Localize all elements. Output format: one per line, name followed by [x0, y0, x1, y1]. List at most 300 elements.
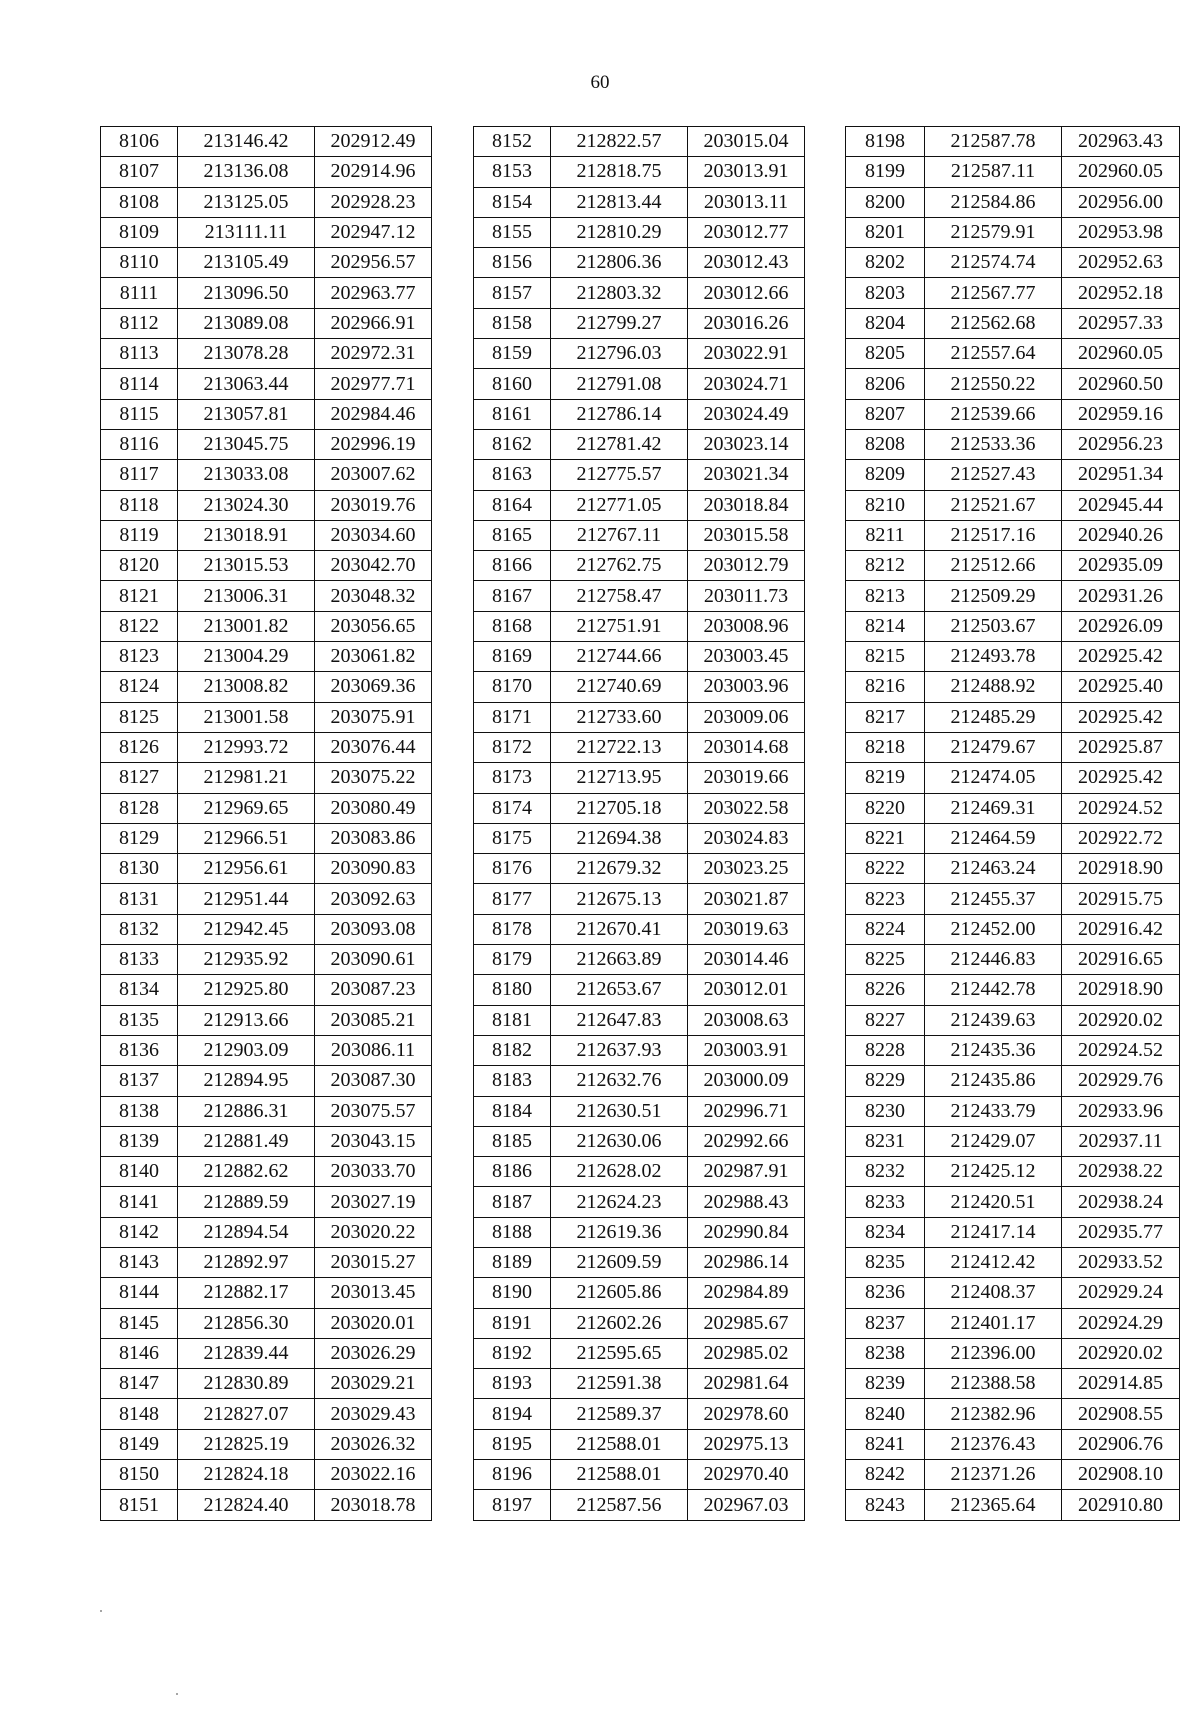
y-coordinate-cell: 202975.13 — [688, 1429, 805, 1459]
table-row — [474, 1187, 805, 1217]
x-coordinate-cell: 212588.01 — [551, 1460, 688, 1490]
y-coordinate-cell: 203021.34 — [688, 460, 805, 490]
point-number-cell: 8213 — [846, 581, 925, 611]
table-row — [474, 490, 805, 520]
y-coordinate-cell: 203008.63 — [688, 1005, 805, 1035]
x-coordinate-cell: 212762.75 — [551, 551, 688, 581]
point-number-cell: 8221 — [846, 823, 925, 853]
point-number-cell: 8229 — [846, 1066, 925, 1096]
x-coordinate-cell: 212365.64 — [925, 1490, 1062, 1520]
y-coordinate-cell: 202938.22 — [1062, 1157, 1180, 1187]
point-number-cell: 8199 — [846, 157, 925, 187]
point-number-cell: 8155 — [474, 217, 551, 247]
x-coordinate-cell: 212485.29 — [925, 702, 1062, 732]
table-row — [101, 1399, 432, 1429]
point-number-cell: 8125 — [101, 702, 178, 732]
point-number-cell: 8192 — [474, 1338, 551, 1368]
y-coordinate-cell: 202957.33 — [1062, 308, 1180, 338]
y-coordinate-cell: 202972.31 — [315, 339, 432, 369]
x-coordinate-cell: 212925.80 — [178, 975, 315, 1005]
x-coordinate-cell: 212889.59 — [178, 1187, 315, 1217]
point-number-cell: 8223 — [846, 884, 925, 914]
x-coordinate-cell: 213089.08 — [178, 308, 315, 338]
table-row — [474, 884, 805, 914]
x-coordinate-cell: 212882.17 — [178, 1278, 315, 1308]
y-coordinate-cell: 202924.52 — [1062, 793, 1180, 823]
x-coordinate-cell: 212579.91 — [925, 217, 1062, 247]
x-coordinate-cell: 212376.43 — [925, 1429, 1062, 1459]
point-number-cell: 8120 — [101, 551, 178, 581]
x-coordinate-cell: 212396.00 — [925, 1338, 1062, 1368]
point-number-cell: 8122 — [101, 611, 178, 641]
y-coordinate-cell: 203076.44 — [315, 732, 432, 762]
table-row — [101, 793, 432, 823]
x-coordinate-cell: 212550.22 — [925, 369, 1062, 399]
table-row — [474, 1460, 805, 1490]
point-number-cell: 8210 — [846, 490, 925, 520]
point-number-cell: 8108 — [101, 187, 178, 217]
x-coordinate-cell: 212382.96 — [925, 1399, 1062, 1429]
table-row — [474, 187, 805, 217]
point-number-cell: 8172 — [474, 732, 551, 762]
x-coordinate-cell: 212744.66 — [551, 642, 688, 672]
table-row — [101, 369, 432, 399]
x-coordinate-cell: 213063.44 — [178, 369, 315, 399]
y-coordinate-cell: 202933.52 — [1062, 1247, 1180, 1277]
point-number-cell: 8205 — [846, 339, 925, 369]
point-number-cell: 8239 — [846, 1369, 925, 1399]
x-coordinate-cell: 212417.14 — [925, 1217, 1062, 1247]
y-coordinate-cell: 202945.44 — [1062, 490, 1180, 520]
table-row — [846, 914, 1180, 944]
point-number-cell: 8217 — [846, 702, 925, 732]
point-number-cell: 8169 — [474, 642, 551, 672]
point-number-cell: 8171 — [474, 702, 551, 732]
table-row — [474, 1338, 805, 1368]
point-number-cell: 8225 — [846, 945, 925, 975]
y-coordinate-cell: 203019.76 — [315, 490, 432, 520]
point-number-cell: 8183 — [474, 1066, 551, 1096]
point-number-cell: 8111 — [101, 278, 178, 308]
x-coordinate-cell: 213146.42 — [178, 127, 315, 157]
y-coordinate-cell: 203086.11 — [315, 1035, 432, 1065]
table-row — [474, 217, 805, 247]
scan-speck — [100, 1610, 102, 1612]
x-coordinate-cell: 212799.27 — [551, 308, 688, 338]
table-row — [474, 127, 805, 157]
y-coordinate-cell: 202929.24 — [1062, 1278, 1180, 1308]
table-row — [101, 763, 432, 793]
x-coordinate-cell: 212408.37 — [925, 1278, 1062, 1308]
x-coordinate-cell: 212894.54 — [178, 1217, 315, 1247]
point-number-cell: 8144 — [101, 1278, 178, 1308]
x-coordinate-cell: 213008.82 — [178, 672, 315, 702]
point-number-cell: 8177 — [474, 884, 551, 914]
y-coordinate-cell: 203090.61 — [315, 945, 432, 975]
point-number-cell: 8189 — [474, 1247, 551, 1277]
table-row — [474, 278, 805, 308]
x-coordinate-cell: 213136.08 — [178, 157, 315, 187]
x-coordinate-cell: 212882.62 — [178, 1157, 315, 1187]
point-number-cell: 8190 — [474, 1278, 551, 1308]
x-coordinate-cell: 212839.44 — [178, 1338, 315, 1368]
y-coordinate-cell: 203056.65 — [315, 611, 432, 641]
y-coordinate-cell: 202925.87 — [1062, 732, 1180, 762]
x-coordinate-cell: 212966.51 — [178, 823, 315, 853]
point-number-cell: 8146 — [101, 1338, 178, 1368]
y-coordinate-cell: 203018.78 — [315, 1490, 432, 1520]
point-number-cell: 8176 — [474, 854, 551, 884]
x-coordinate-cell: 212993.72 — [178, 732, 315, 762]
table-row — [474, 308, 805, 338]
table-row — [846, 642, 1180, 672]
point-number-cell: 8168 — [474, 611, 551, 641]
y-coordinate-cell: 203080.49 — [315, 793, 432, 823]
table-row — [101, 399, 432, 429]
y-coordinate-cell: 202963.43 — [1062, 127, 1180, 157]
y-coordinate-cell: 203003.96 — [688, 672, 805, 702]
point-number-cell: 8160 — [474, 369, 551, 399]
table-row — [101, 1490, 432, 1520]
point-number-cell: 8204 — [846, 308, 925, 338]
y-coordinate-cell: 202953.98 — [1062, 217, 1180, 247]
y-coordinate-cell: 202956.23 — [1062, 429, 1180, 459]
y-coordinate-cell: 202929.76 — [1062, 1066, 1180, 1096]
table-row — [101, 1278, 432, 1308]
table-row — [846, 1429, 1180, 1459]
x-coordinate-cell: 212813.44 — [551, 187, 688, 217]
x-coordinate-cell: 212463.24 — [925, 854, 1062, 884]
x-coordinate-cell: 212512.66 — [925, 551, 1062, 581]
x-coordinate-cell: 212557.64 — [925, 339, 1062, 369]
y-coordinate-cell: 203075.22 — [315, 763, 432, 793]
x-coordinate-cell: 212856.30 — [178, 1308, 315, 1338]
point-number-cell: 8118 — [101, 490, 178, 520]
x-coordinate-cell: 213078.28 — [178, 339, 315, 369]
table-row — [474, 1369, 805, 1399]
table-row — [101, 1338, 432, 1368]
x-coordinate-cell: 212713.95 — [551, 763, 688, 793]
table-row — [101, 884, 432, 914]
point-number-cell: 8117 — [101, 460, 178, 490]
y-coordinate-cell: 203003.91 — [688, 1035, 805, 1065]
point-number-cell: 8129 — [101, 823, 178, 853]
x-coordinate-cell: 212539.66 — [925, 399, 1062, 429]
x-coordinate-cell: 212533.36 — [925, 429, 1062, 459]
y-coordinate-cell: 202908.10 — [1062, 1460, 1180, 1490]
table-row — [846, 1399, 1180, 1429]
y-coordinate-cell: 202925.42 — [1062, 763, 1180, 793]
x-coordinate-cell: 212420.51 — [925, 1187, 1062, 1217]
y-coordinate-cell: 203008.96 — [688, 611, 805, 641]
table-row — [474, 732, 805, 762]
table-row — [846, 823, 1180, 853]
table-row — [101, 1217, 432, 1247]
y-coordinate-cell: 203013.45 — [315, 1278, 432, 1308]
x-coordinate-cell: 212653.67 — [551, 975, 688, 1005]
point-number-cell: 8175 — [474, 823, 551, 853]
x-coordinate-cell: 212412.42 — [925, 1247, 1062, 1277]
y-coordinate-cell: 202960.50 — [1062, 369, 1180, 399]
y-coordinate-cell: 203012.79 — [688, 551, 805, 581]
x-coordinate-cell: 212588.01 — [551, 1429, 688, 1459]
x-coordinate-cell: 212388.58 — [925, 1369, 1062, 1399]
point-number-cell: 8226 — [846, 975, 925, 1005]
y-coordinate-cell: 202935.09 — [1062, 551, 1180, 581]
y-coordinate-cell: 203014.68 — [688, 732, 805, 762]
point-number-cell: 8241 — [846, 1429, 925, 1459]
point-number-cell: 8132 — [101, 914, 178, 944]
y-coordinate-cell: 203019.63 — [688, 914, 805, 944]
y-coordinate-cell: 202914.85 — [1062, 1369, 1180, 1399]
table-row — [101, 308, 432, 338]
y-coordinate-cell: 202951.34 — [1062, 460, 1180, 490]
x-coordinate-cell: 213096.50 — [178, 278, 315, 308]
x-coordinate-cell: 212822.57 — [551, 127, 688, 157]
y-coordinate-cell: 202935.77 — [1062, 1217, 1180, 1247]
y-coordinate-cell: 203075.57 — [315, 1096, 432, 1126]
point-number-cell: 8178 — [474, 914, 551, 944]
table-row — [474, 1308, 805, 1338]
point-number-cell: 8165 — [474, 520, 551, 550]
point-number-cell: 8218 — [846, 732, 925, 762]
y-coordinate-cell: 202960.05 — [1062, 157, 1180, 187]
x-coordinate-cell: 212969.65 — [178, 793, 315, 823]
x-coordinate-cell: 212584.86 — [925, 187, 1062, 217]
point-number-cell: 8180 — [474, 975, 551, 1005]
x-coordinate-cell: 212624.23 — [551, 1187, 688, 1217]
point-number-cell: 8114 — [101, 369, 178, 399]
x-coordinate-cell: 212751.91 — [551, 611, 688, 641]
y-coordinate-cell: 202925.42 — [1062, 702, 1180, 732]
point-number-cell: 8151 — [101, 1490, 178, 1520]
table-row — [101, 1005, 432, 1035]
x-coordinate-cell: 212675.13 — [551, 884, 688, 914]
page-number: 60 — [590, 72, 610, 93]
point-number-cell: 8156 — [474, 248, 551, 278]
table-row — [846, 1157, 1180, 1187]
table-row — [101, 672, 432, 702]
point-number-cell: 8187 — [474, 1187, 551, 1217]
x-coordinate-cell: 212503.67 — [925, 611, 1062, 641]
table-row — [474, 1157, 805, 1187]
point-number-cell: 8112 — [101, 308, 178, 338]
y-coordinate-cell: 203092.63 — [315, 884, 432, 914]
x-coordinate-cell: 212733.60 — [551, 702, 688, 732]
table-row — [101, 1187, 432, 1217]
y-coordinate-cell: 203013.91 — [688, 157, 805, 187]
y-coordinate-cell: 203003.45 — [688, 642, 805, 672]
table-row — [101, 1066, 432, 1096]
table-row — [474, 702, 805, 732]
point-number-cell: 8147 — [101, 1369, 178, 1399]
x-coordinate-cell: 212951.44 — [178, 884, 315, 914]
x-coordinate-cell: 212619.36 — [551, 1217, 688, 1247]
point-number-cell: 8124 — [101, 672, 178, 702]
table-row — [846, 702, 1180, 732]
table-row — [846, 1490, 1180, 1520]
table-row — [101, 157, 432, 187]
x-coordinate-cell: 212630.06 — [551, 1126, 688, 1156]
y-coordinate-cell: 202922.72 — [1062, 823, 1180, 853]
table-row — [101, 611, 432, 641]
y-coordinate-cell: 203024.49 — [688, 399, 805, 429]
table-row — [474, 914, 805, 944]
point-number-cell: 8149 — [101, 1429, 178, 1459]
table-row — [101, 1247, 432, 1277]
point-number-cell: 8159 — [474, 339, 551, 369]
coordinate-table-3 — [845, 126, 1180, 1521]
table-row — [474, 1066, 805, 1096]
y-coordinate-cell: 203075.91 — [315, 702, 432, 732]
y-coordinate-cell: 203083.86 — [315, 823, 432, 853]
y-coordinate-cell: 202925.40 — [1062, 672, 1180, 702]
point-number-cell: 8208 — [846, 429, 925, 459]
y-coordinate-cell: 202963.77 — [315, 278, 432, 308]
point-number-cell: 8243 — [846, 1490, 925, 1520]
x-coordinate-cell: 212435.36 — [925, 1035, 1062, 1065]
x-coordinate-cell: 212439.63 — [925, 1005, 1062, 1035]
table-row — [846, 127, 1180, 157]
x-coordinate-cell: 212521.67 — [925, 490, 1062, 520]
x-coordinate-cell: 212452.00 — [925, 914, 1062, 944]
y-coordinate-cell: 203022.16 — [315, 1460, 432, 1490]
point-number-cell: 8174 — [474, 793, 551, 823]
x-coordinate-cell: 213001.58 — [178, 702, 315, 732]
table-row — [474, 1278, 805, 1308]
y-coordinate-cell: 202937.11 — [1062, 1126, 1180, 1156]
point-number-cell: 8215 — [846, 642, 925, 672]
table-row — [474, 581, 805, 611]
y-coordinate-cell: 203087.23 — [315, 975, 432, 1005]
point-number-cell: 8138 — [101, 1096, 178, 1126]
x-coordinate-cell: 212903.09 — [178, 1035, 315, 1065]
y-coordinate-cell: 203085.21 — [315, 1005, 432, 1035]
y-coordinate-cell: 203022.58 — [688, 793, 805, 823]
table-row — [474, 1247, 805, 1277]
y-coordinate-cell: 202970.40 — [688, 1460, 805, 1490]
table-row — [846, 1005, 1180, 1035]
point-number-cell: 8182 — [474, 1035, 551, 1065]
x-coordinate-cell: 212433.79 — [925, 1096, 1062, 1126]
y-coordinate-cell: 202924.52 — [1062, 1035, 1180, 1065]
x-coordinate-cell: 212775.57 — [551, 460, 688, 490]
table-row — [474, 1005, 805, 1035]
table-row — [846, 1278, 1180, 1308]
table-row — [474, 611, 805, 641]
x-coordinate-cell: 212740.69 — [551, 672, 688, 702]
y-coordinate-cell: 203012.77 — [688, 217, 805, 247]
x-coordinate-cell: 212435.86 — [925, 1066, 1062, 1096]
y-coordinate-cell: 203022.91 — [688, 339, 805, 369]
x-coordinate-cell: 213105.49 — [178, 248, 315, 278]
x-coordinate-cell: 212517.16 — [925, 520, 1062, 550]
x-coordinate-cell: 213015.53 — [178, 551, 315, 581]
table-row — [474, 672, 805, 702]
y-coordinate-cell: 202987.91 — [688, 1157, 805, 1187]
table-row — [101, 187, 432, 217]
point-number-cell: 8233 — [846, 1187, 925, 1217]
table-row — [474, 1399, 805, 1429]
point-number-cell: 8115 — [101, 399, 178, 429]
table-row — [846, 308, 1180, 338]
point-number-cell: 8209 — [846, 460, 925, 490]
table-row — [846, 1369, 1180, 1399]
point-number-cell: 8139 — [101, 1126, 178, 1156]
table-row — [846, 551, 1180, 581]
x-coordinate-cell: 212825.19 — [178, 1429, 315, 1459]
point-number-cell: 8106 — [101, 127, 178, 157]
x-coordinate-cell: 212469.31 — [925, 793, 1062, 823]
x-coordinate-cell: 212429.07 — [925, 1126, 1062, 1156]
point-number-cell: 8191 — [474, 1308, 551, 1338]
y-coordinate-cell: 203019.66 — [688, 763, 805, 793]
y-coordinate-cell: 202928.23 — [315, 187, 432, 217]
x-coordinate-cell: 212605.86 — [551, 1278, 688, 1308]
point-number-cell: 8137 — [101, 1066, 178, 1096]
x-coordinate-cell: 212637.93 — [551, 1035, 688, 1065]
y-coordinate-cell: 203024.71 — [688, 369, 805, 399]
point-number-cell: 8140 — [101, 1157, 178, 1187]
y-coordinate-cell: 203013.11 — [688, 187, 805, 217]
table-row — [101, 127, 432, 157]
y-coordinate-cell: 203087.30 — [315, 1066, 432, 1096]
table-row — [474, 763, 805, 793]
table-row — [101, 339, 432, 369]
y-coordinate-cell: 202910.80 — [1062, 1490, 1180, 1520]
point-number-cell: 8157 — [474, 278, 551, 308]
y-coordinate-cell: 202996.71 — [688, 1096, 805, 1126]
x-coordinate-cell: 212609.59 — [551, 1247, 688, 1277]
y-coordinate-cell: 202956.57 — [315, 248, 432, 278]
point-number-cell: 8161 — [474, 399, 551, 429]
table-row — [474, 1035, 805, 1065]
point-number-cell: 8136 — [101, 1035, 178, 1065]
y-coordinate-cell: 203048.32 — [315, 581, 432, 611]
point-number-cell: 8148 — [101, 1399, 178, 1429]
x-coordinate-cell: 212803.32 — [551, 278, 688, 308]
x-coordinate-cell: 212796.03 — [551, 339, 688, 369]
y-coordinate-cell: 202986.14 — [688, 1247, 805, 1277]
x-coordinate-cell: 212767.11 — [551, 520, 688, 550]
x-coordinate-cell: 212628.02 — [551, 1157, 688, 1187]
point-number-cell: 8238 — [846, 1338, 925, 1368]
table-row — [474, 1126, 805, 1156]
point-number-cell: 8134 — [101, 975, 178, 1005]
table-row — [101, 702, 432, 732]
point-number-cell: 8126 — [101, 732, 178, 762]
point-number-cell: 8242 — [846, 1460, 925, 1490]
table-row — [474, 1490, 805, 1520]
point-number-cell: 8163 — [474, 460, 551, 490]
y-coordinate-cell: 202984.46 — [315, 399, 432, 429]
point-number-cell: 8188 — [474, 1217, 551, 1247]
x-coordinate-cell: 212446.83 — [925, 945, 1062, 975]
x-coordinate-cell: 212679.32 — [551, 854, 688, 884]
table-row — [474, 793, 805, 823]
y-coordinate-cell: 202918.90 — [1062, 854, 1180, 884]
table-row — [101, 1369, 432, 1399]
x-coordinate-cell: 212670.41 — [551, 914, 688, 944]
y-coordinate-cell: 202990.84 — [688, 1217, 805, 1247]
y-coordinate-cell: 203015.04 — [688, 127, 805, 157]
table-row — [846, 581, 1180, 611]
y-coordinate-cell: 202959.16 — [1062, 399, 1180, 429]
table-row — [846, 763, 1180, 793]
x-coordinate-cell: 212591.38 — [551, 1369, 688, 1399]
y-coordinate-cell: 202924.29 — [1062, 1308, 1180, 1338]
point-number-cell: 8185 — [474, 1126, 551, 1156]
